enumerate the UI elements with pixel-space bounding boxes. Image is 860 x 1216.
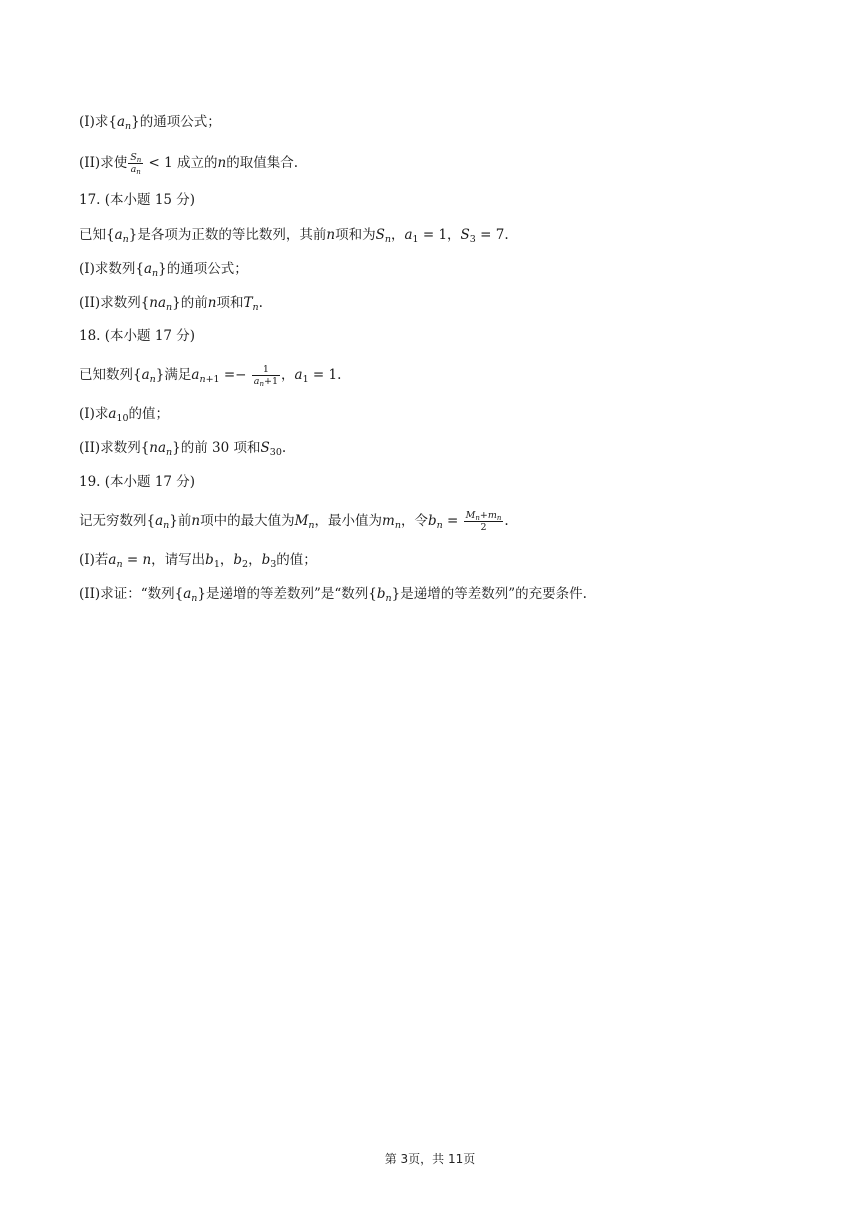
q17-stem: 已知$\{a_n\}$是各项为正数的等比数列，其前n项和为$S_n$，$a_1 = 1$，$S_3 = 7$. bbox=[79, 227, 509, 245]
q19-part1: (I)若$a_n = n$，请写出$b_1$，$b_2$，$b_3$的值； bbox=[79, 552, 317, 570]
q19-stem: 记无穷数列$\{a_n\}$前n项中的最大值为$M_n$，最小值为$m_n$，令$b_n$ = $\frac{M_n+m_n}{2}$ . bbox=[79, 510, 509, 533]
page-footer: 第 3页，共 11页 bbox=[384, 1152, 476, 1166]
q16-part1: (I)求$\{a_n\}$的通项公式； bbox=[79, 114, 221, 132]
q17-part2: (II)求数列$\{na_n\}$的前n项和$T_n$. bbox=[79, 295, 263, 313]
q18-stem: 已知数列$\{a_n\}$满足$a_{n+1}$ =− $\frac{1}{a_n+1}$ ，$a_1 = 1$. bbox=[79, 364, 342, 388]
q17-header: 17. (本小题 15 分) bbox=[79, 192, 196, 208]
q16-part2: (II)求使 $\frac{S_n}{a_n}$ < 1 成立的n的取值集合. bbox=[79, 152, 299, 176]
q18-part1: (I)求$a_{10}$的值； bbox=[79, 406, 170, 424]
q19-header: 19. (本小题 17 分) bbox=[79, 474, 196, 490]
q18-header: 18. (本小题 17 分) bbox=[79, 328, 196, 344]
q19-part2: (II)求证：“数列$\{a_n\}$是递增的等差数列”是“数列$\{b_n\}$是递增的等差数列”的充要条件. bbox=[79, 586, 587, 604]
q17-part1: (I)求数列$\{a_n\}$的通项公式； bbox=[79, 261, 248, 279]
q18-part2: (II)求数列$\{na_n\}$的前 30 项和$S_{30}$. bbox=[79, 440, 287, 458]
